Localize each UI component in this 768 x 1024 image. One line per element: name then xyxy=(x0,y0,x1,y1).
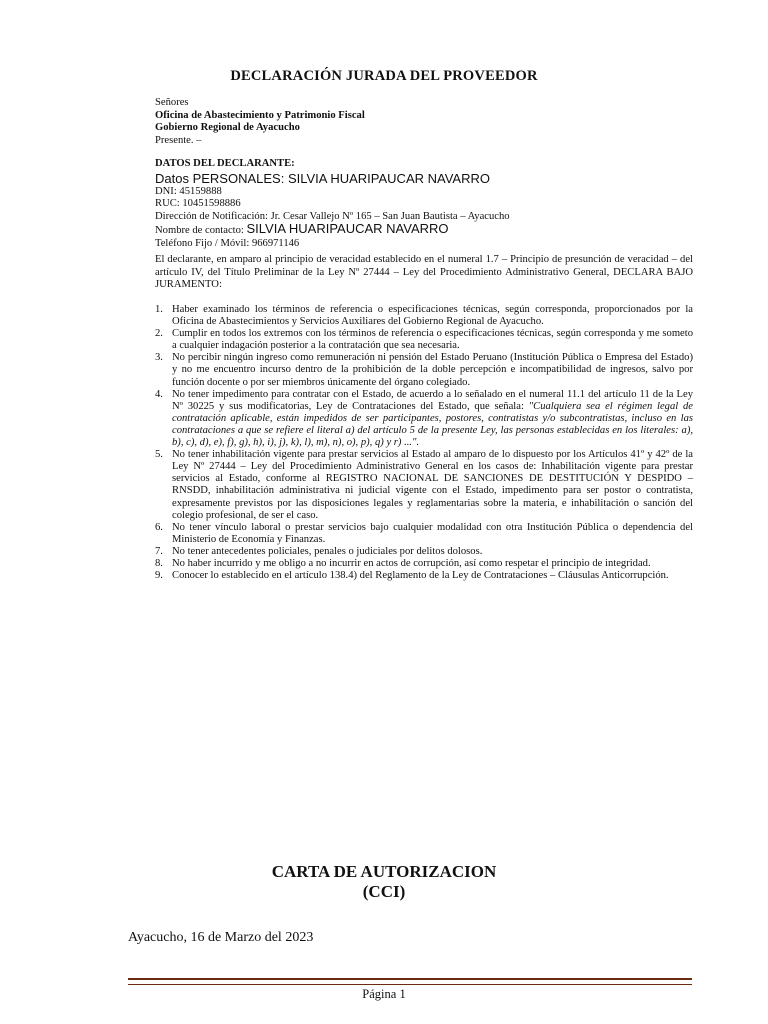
list-item: 1. Haber examinado los términos de referencia o especificaciones técnicas, según corresponda, proporcionados por la Oficina de Abastecimientos y Servicios Auxiliares del Gobierno Regional de Ayacucho. xyxy=(155,304,693,328)
contact-label: Nombre de contacto: xyxy=(155,225,247,237)
personal-data-line xyxy=(155,171,695,186)
address-line: Dirección de Notificación: Jr. Cesar Vallejo Nº 165 – San Juan Bautista – Ayacucho xyxy=(155,210,510,222)
dni-line: DNI: 45159888 xyxy=(155,185,222,197)
page-number: Página 1 xyxy=(362,987,406,1001)
contact-line xyxy=(155,223,695,238)
document-title: DECLARACIÓN JURADA DEL PROVEEDOR xyxy=(230,68,538,84)
declaration-list xyxy=(155,304,693,582)
list-item: 4. No tener impedimento para contratar con el Estado, de acuerdo a lo señalado en el numeral 11.1 del artículo 11 de la Ley Nº 30225 y sus modificatorias, Ley de Contrataciones del Estado, que señala: "Cualquiera sea el régimen legal de contratación aplicable, están impedidos de ser participantes, postores, contratistas y/o subcontratistas, incluso en las contrataciones a que se refiere el literal a) del artículo 5 de la presente Ley, las personas establecidas en los literales: a), b), c), d), e), f), g), h), i), j), k), l), m), n), o), p), q) y r) ...". xyxy=(155,388,693,449)
list-item: 8. No haber incurrido y me obligo a no incurrir en actos de corrupción, así como respetar el principio de integridad. xyxy=(155,557,651,569)
list-item: 6. No tener vínculo laboral o prestar servicios bajo cualquier modalidad con otra Institución Pública o dependencia del Ministerio de Economía y Finanzas. xyxy=(155,521,693,545)
letter-date: Ayacucho, 16 de Marzo del 2023 xyxy=(128,930,314,945)
recipient-office: Oficina de Abastecimiento y Patrimonio Fiscal xyxy=(155,109,365,121)
ruc-line: RUC: 10451598886 xyxy=(155,198,241,210)
list-item: 5. No tener inhabilitación vigente para prestar servicios al Estado al amparo de lo dispuesto por los Artículos 41º y 42º de la Ley Nº 27444 – Ley del Procedimiento Administrativo General en los casos de: Inhabilitación vigente para prestar servicios al Estado, conforme al REGISTRO NACIONAL DE SANCIONES DE DESTITUCIÓN Y DESPIDO – RNSDD, inhabilitación administrativa ni judicial vigente con el Estado, impedimento para ser postor o contratista, expresamente previstos por las disposiciones legales y reglamentarias sobre la materia, e inhabilitación o sanción del colegio profesional, de ser el caso. xyxy=(155,449,693,521)
list-item: 3. No percibir ningún ingreso como remuneración ni pensión del Estado Peruano (Institución Pública o Empresa del Estado) y no me encuentro incurso dentro de la prohibición de la doble percepción e incompatibilidad de ingresos, salvo por función docente o por ser miembros únicamente del órgano colegiado. xyxy=(155,352,693,388)
salutation: Señores xyxy=(155,97,189,108)
personal-data-label: Datos PERSONALES: xyxy=(155,170,288,186)
present-line: Presente. – xyxy=(155,134,202,146)
contact-value: SILVIA HUARIPAUCAR NAVARRO xyxy=(246,221,449,237)
declarant-heading: DATOS DEL DECLARANTE: xyxy=(155,158,295,169)
personal-data-value: SILVIA HUARIPAUCAR NAVARRO xyxy=(287,170,490,186)
list-item: 7. No tener antecedentes policiales, penales o judiciales por delitos dolosos. xyxy=(155,545,483,557)
list-item: 9. Conocer lo establecido en el artículo 138.4) del Reglamento de la Ley de Contrataciones – Cláusulas Anticorrupción. xyxy=(155,570,669,582)
declarant-block xyxy=(155,158,695,251)
recipient-government: Gobierno Regional de Ayacucho xyxy=(155,122,300,134)
carta-title: CARTA DE AUTORIZACION xyxy=(271,862,497,881)
authorization-letter-title xyxy=(0,862,768,902)
recipient-block xyxy=(155,97,595,147)
phone-line: Teléfono Fijo / Móvil: 966971146 xyxy=(155,237,300,249)
footer-divider xyxy=(128,978,692,985)
intro-paragraph: El declarante, en amparo al principio de veracidad establecido en el numeral 1.7 – Principio de presunción de veracidad – del artículo IV, del Título Preliminar de la Ley Nº 27444 – Ley del Procedimiento Administrativo General, DECLARA BAJO JURAMENTO: xyxy=(155,254,693,291)
carta-subtitle: (CCI) xyxy=(362,882,406,901)
list-item: 2. Cumplir en todos los extremos con los términos de referencia o especificaciones técnicas, según corresponda y me someto a cualquier indagación posterior a la contratación que sea necesaria. xyxy=(155,328,693,352)
